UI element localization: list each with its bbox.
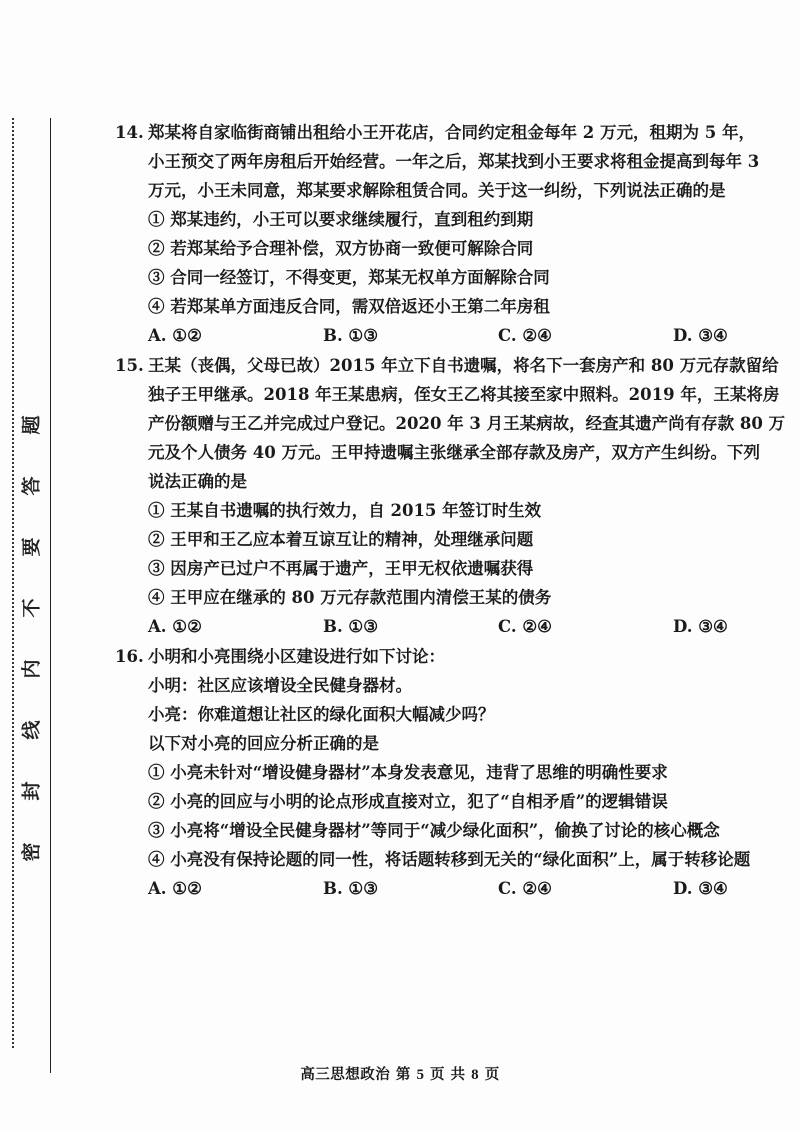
question-number: 16. (115, 647, 144, 666)
stem-line: 说法正确的是 (148, 472, 247, 491)
option-1: ① 小亮未针对“增设健身器材”本身发表意见，违背了思维的明确性要求 (148, 763, 668, 782)
option-3: ③ 因房产已过户不再属于遗产，王甲无权依遗嘱获得 (148, 559, 534, 578)
stem-line: 郑某将自家临街商铺出租给小王开花店，合同约定租金每年 2 万元，租期为 5 年， (148, 123, 755, 142)
stem-line: 以下对小亮的回应分析正确的是 (148, 734, 379, 753)
stem-line: 万元，小王未同意，郑某要求解除租赁合同。关于这一纠纷，下列说法正确的是 (148, 181, 726, 200)
choice-d: D. ③④ (673, 879, 728, 898)
option-2: ② 王甲和王乙应本着互谅互让的精神，处理继承问题 (148, 530, 534, 549)
option-4: ④ 小亮没有保持论题的同一性，将话题转移到无关的“绿化面积”上，属于转移论题 (148, 850, 751, 869)
question-16 (115, 642, 758, 904)
option-2: ② 若郑某给予合理补偿，双方协商一致便可解除合同 (148, 239, 534, 258)
footer-page-prefix: 第 (395, 1067, 411, 1083)
binding-solid-line (50, 118, 51, 1073)
question-14 (115, 118, 760, 351)
choice-c: C. ②④ (498, 617, 552, 636)
stem-line: 王某（丧偶，父母已故）2015 年立下自书遗嘱，将名下一套房产和 80 万元存款留给 (148, 356, 779, 375)
question-stem (118, 118, 758, 321)
answer-choices (118, 874, 758, 904)
stem-line: 独子王甲继承。2018 年王某患病，侄女王乙将其接至家中照料。2019 年，王某将房 (148, 385, 780, 404)
seal-char: 密 (20, 842, 43, 862)
choice-a: A. ①② (148, 617, 202, 636)
choice-a: A. ①② (148, 326, 202, 345)
answer-choices (118, 321, 758, 351)
seal-char: 封 (20, 781, 43, 801)
choice-b: B. ①③ (323, 617, 379, 636)
option-4: ④ 若郑某单方面违反合同，需双倍返还小王第二年房租 (148, 297, 550, 316)
seal-notice (22, 415, 42, 862)
choice-d: D. ③④ (673, 617, 728, 636)
page-footer (0, 1063, 800, 1084)
option-1: ① 郑某违约，小王可以要求继续履行，直到租约到期 (148, 210, 534, 229)
choice-b: B. ①③ (323, 879, 379, 898)
stem-line: 小明：社区应该增设全民健身器材。 (148, 676, 412, 695)
answer-choices (118, 612, 758, 642)
stem-line: 元及个人债务 40 万元。王甲持遗嘱主张继承全部存款及房产，双方产生纠纷。下列 (148, 443, 760, 462)
footer-page-current: 5 (416, 1067, 425, 1083)
seal-char: 不 (20, 598, 43, 618)
seal-char: 要 (20, 537, 43, 557)
choice-d: D. ③④ (673, 326, 728, 345)
footer-page-suffix: 页 (484, 1067, 500, 1083)
stem-line: 小王预交了两年房租后开始经营。一年之后，郑某找到小王要求将租金提高到每年 3 (148, 152, 760, 171)
option-3: ③ 小亮将“增设全民健身器材”等同于“减少绿化面积”，偷换了讨论的核心概念 (148, 821, 720, 840)
question-number: 15. (115, 356, 144, 375)
choice-c: C. ②④ (498, 326, 552, 345)
stem-line: 小明和小亮围绕小区建设进行如下讨论： (148, 647, 445, 666)
choice-a: A. ①② (148, 879, 202, 898)
question-list (115, 118, 786, 904)
question-number: 14. (115, 123, 144, 142)
stem-line: 小亮：你难道想让社区的绿化面积大幅减少吗？ (148, 705, 495, 724)
binding-dotted-line (12, 118, 14, 1048)
option-4: ④ 王甲应在继承的 80 万元存款范围内清偿王某的债务 (148, 588, 552, 607)
option-2: ② 小亮的回应与小明的论点形成直接对立，犯了“自相矛盾”的逻辑错误 (148, 792, 668, 811)
question-15 (115, 351, 786, 642)
choice-c: C. ②④ (498, 879, 552, 898)
footer-subject: 高三思想政治 (300, 1067, 391, 1083)
footer-page-mid: 页 共 (430, 1067, 466, 1083)
seal-char: 题 (20, 415, 43, 435)
question-stem (118, 642, 758, 874)
choice-b: B. ①③ (323, 326, 379, 345)
seal-char: 线 (20, 720, 43, 740)
footer-page-total: 8 (471, 1067, 480, 1083)
option-3: ③ 合同一经签订，不得变更，郑某无权单方面解除合同 (148, 268, 550, 287)
question-stem (118, 351, 786, 612)
seal-char: 内 (20, 659, 43, 679)
option-1: ① 王某自书遗嘱的执行效力，自 2015 年签订时生效 (148, 501, 542, 520)
seal-char: 答 (20, 476, 43, 496)
stem-line: 产份额赠与王乙并完成过户登记。2020 年 3 月王某病故，经查其遗产尚有存款 80 万 (148, 414, 786, 433)
